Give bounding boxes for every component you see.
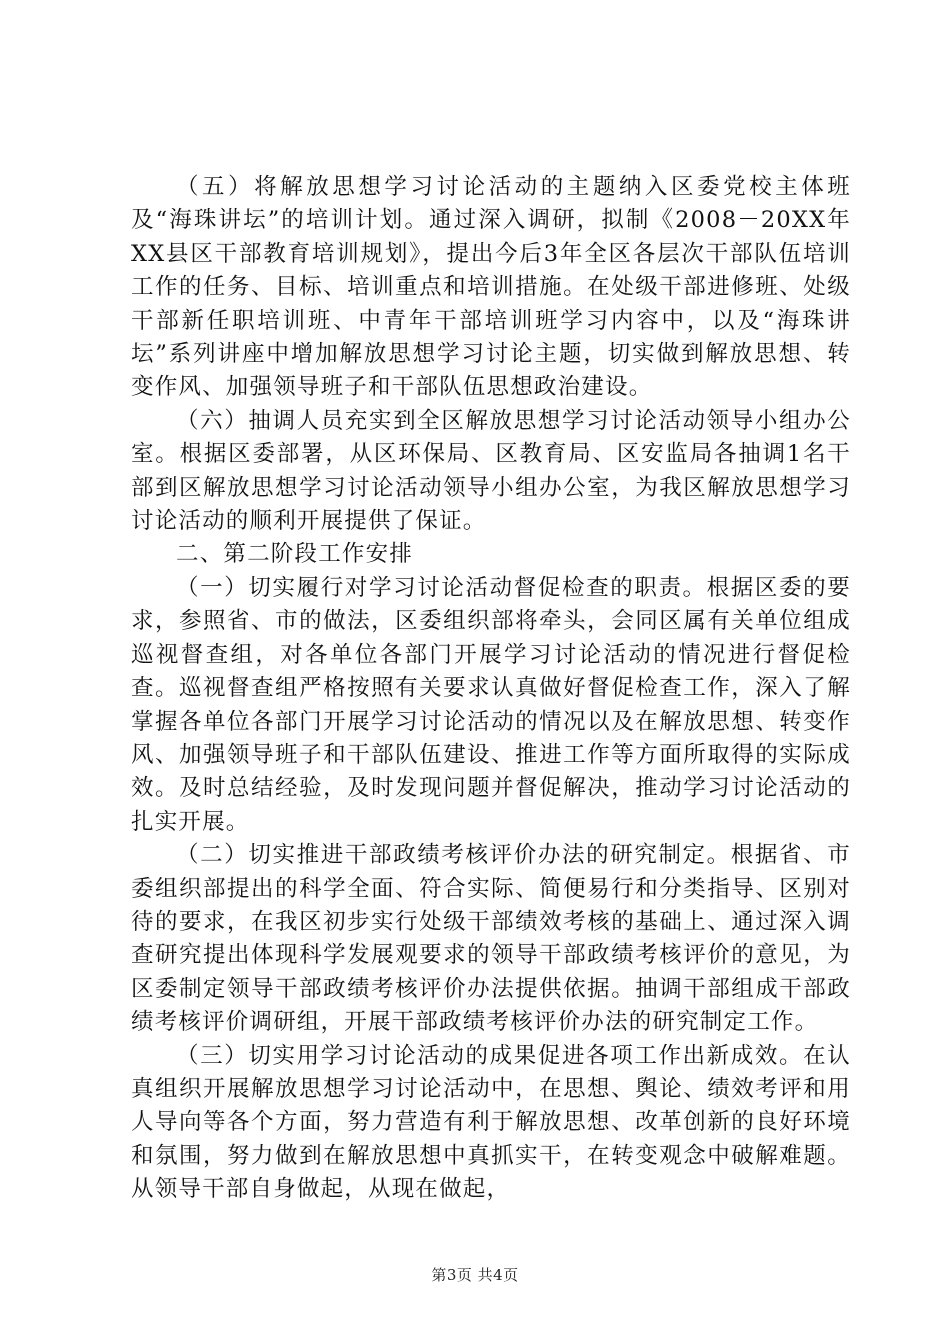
document-body [131, 171, 851, 1207]
section-heading-stage-two: 二、第二阶段工作安排 [176, 541, 414, 568]
paragraph-three: （三）切实用学习讨论活动的成果促进各项工作出新成效。在认真组织开展解放思想学习讨论活动中，在思想、舆论、绩效考评和用人导向等各个方面，努力营造有利于解放思想、改革创新的良好环境和氛围，努力做到在解放思想中真抓实干，在转变观念中破解难题。从领导干部自身做起，从现在做起， [131, 1042, 851, 1203]
paragraph-six: （六）抽调人员充实到全区解放思想学习讨论活动领导小组办公室。根据区委部署，从区环保局、区教育局、区安监局各抽调1名干部到区解放思想学习讨论活动领导小组办公室，为我区解放思想学习讨论活动的顺利开展提供了保证。 [131, 407, 851, 535]
paragraph-one: （一）切实履行对学习讨论活动督促检查的职责。根据区委的要求，参照省、市的做法，区委组织部将牵头，会同区属有关单位组成巡视督查组，对各单位各部门开展学习讨论活动的情况进行督促检查。巡视督查组严格按照有关要求认真做好督促检查工作，深入了解掌握各单位各部门开展学习讨论活动的情况以及在解放思想、转变作风、加强领导班子和干部队伍建设、推进工作等方面所取得的实际成效。及时总结经验，及时发现问题并督促解决，推动学习讨论活动的扎实开展。 [131, 574, 851, 835]
page-footer: 第3页 共4页 [431, 1266, 519, 1284]
paragraph-five: （五）将解放思想学习讨论活动的主题纳入区委党校主体班及“海珠讲坛”的培训计划。通过深入调研，拟制《2008－20XX年XX县区干部教育培训规划》，提出今后3年全区各层次干部队伍培训工作的任务、目标、培训重点和培训措施。在处级干部进修班、处级干部新任职培训班、中青年干部培训班学习内容中，以及“海珠讲坛”系列讲座中增加解放思想学习讨论主题，切实做到解放思想、转变作风、加强领导班子和干部队伍思想政治建设。 [131, 174, 851, 401]
paragraph-two: （二）切实推进干部政绩考核评价办法的研究制定。根据省、市委组织部提出的科学全面、符合实际、简便易行和分类指导、区别对待的要求，在我区初步实行处级干部绩效考核的基础上、通过深入调查研究提出体现科学发展观要求的领导干部政绩考核评价的意见，为区委制定领导干部政绩考核评价办法提供依据。抽调干部组成干部政绩考核评价调研组，开展干部政绩考核评价办法的研究制定工作。 [131, 842, 851, 1036]
